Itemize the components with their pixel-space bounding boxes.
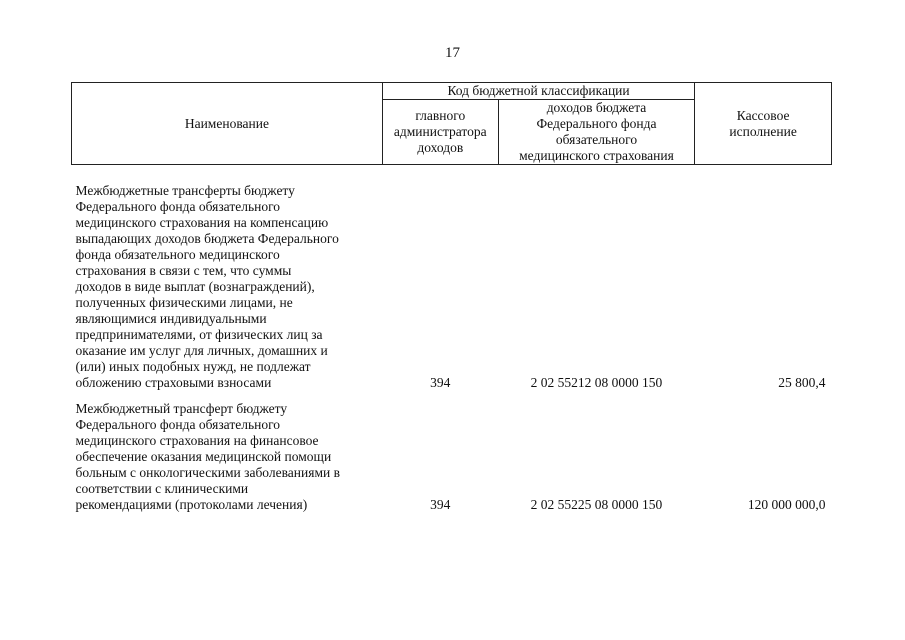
table-row [72, 401, 832, 513]
row-name-line: Федерального фонда обязательного [75, 417, 281, 432]
row-name-line: Федерального фонда обязательного [75, 199, 281, 214]
row-name [72, 401, 383, 513]
row-name-line: выпадающих доходов бюджета Федерального [75, 231, 339, 246]
row-admin-code: 394 [430, 375, 451, 390]
header-income-line: медицинского страхования [519, 148, 674, 163]
row-name-line: фонда обязательного медицинского [75, 247, 280, 262]
header-execution [695, 83, 832, 165]
header-admin [382, 100, 498, 165]
header-admin-line: администратора [393, 124, 487, 139]
row-name-line: обеспечение оказания медицинской помощи [75, 449, 332, 464]
row-name-line: больным с онкологическими заболеваниями в [75, 465, 340, 480]
row-name-line: медицинского страхования на компенсацию [75, 215, 329, 230]
row-name-line: доходов в виде выплат (вознаграждений), [75, 279, 315, 294]
row-name-line: полученных физическими лицами, не [75, 295, 293, 310]
header-code-group: Код бюджетной классификации [382, 83, 694, 100]
budget-table [71, 82, 832, 513]
header-income [498, 100, 695, 165]
row-admin-code: 394 [430, 497, 451, 512]
row-name-line: Межбюджетные трансферты бюджету [75, 183, 295, 198]
row-name-line: соответствии с клиническими [75, 481, 249, 496]
row-name-line: оказание им услуг для личных, домашних и [75, 343, 328, 358]
header-execution-line: Кассовое [736, 107, 790, 123]
header-income-line: обязательного [555, 132, 638, 147]
row-name-line: Межбюджетный трансферт бюджету [75, 401, 288, 416]
row-execution: 120 000 000,0 [747, 497, 826, 512]
header-name: Наименование [72, 83, 383, 165]
header-admin-line: доходов [417, 140, 464, 155]
row-name-line: обложению страховыми взносами [75, 375, 272, 390]
row-spacer [72, 391, 832, 401]
row-name-line: медицинского страхования на финансовое [75, 433, 319, 448]
row-execution: 25 800,4 [778, 375, 826, 390]
table-row [72, 183, 832, 391]
table-body [72, 165, 832, 514]
row-name-line: рекомендациями (протоколами лечения) [75, 497, 308, 512]
row-income-code: 2 02 55225 08 0000 150 [530, 497, 663, 512]
row-name-line: предпринимателями, от физических лиц за [75, 327, 323, 342]
row-income-code: 2 02 55212 08 0000 150 [530, 375, 663, 390]
page-number: 17 [445, 45, 460, 61]
header-income-line: доходов бюджета [546, 100, 647, 115]
row-spacer [72, 165, 832, 184]
header-execution-line: исполнение [729, 123, 797, 139]
row-name-line: страхования в связи с тем, что суммы [75, 263, 292, 278]
row-name-line: являющимися индивидуальными [75, 311, 267, 326]
row-name-line: (или) иных подобных нужд, не подлежат [75, 359, 311, 374]
table-header [72, 83, 832, 165]
header-admin-line: главного [415, 108, 466, 123]
header-income-line: Федерального фонда [536, 116, 657, 131]
row-name [72, 183, 383, 391]
